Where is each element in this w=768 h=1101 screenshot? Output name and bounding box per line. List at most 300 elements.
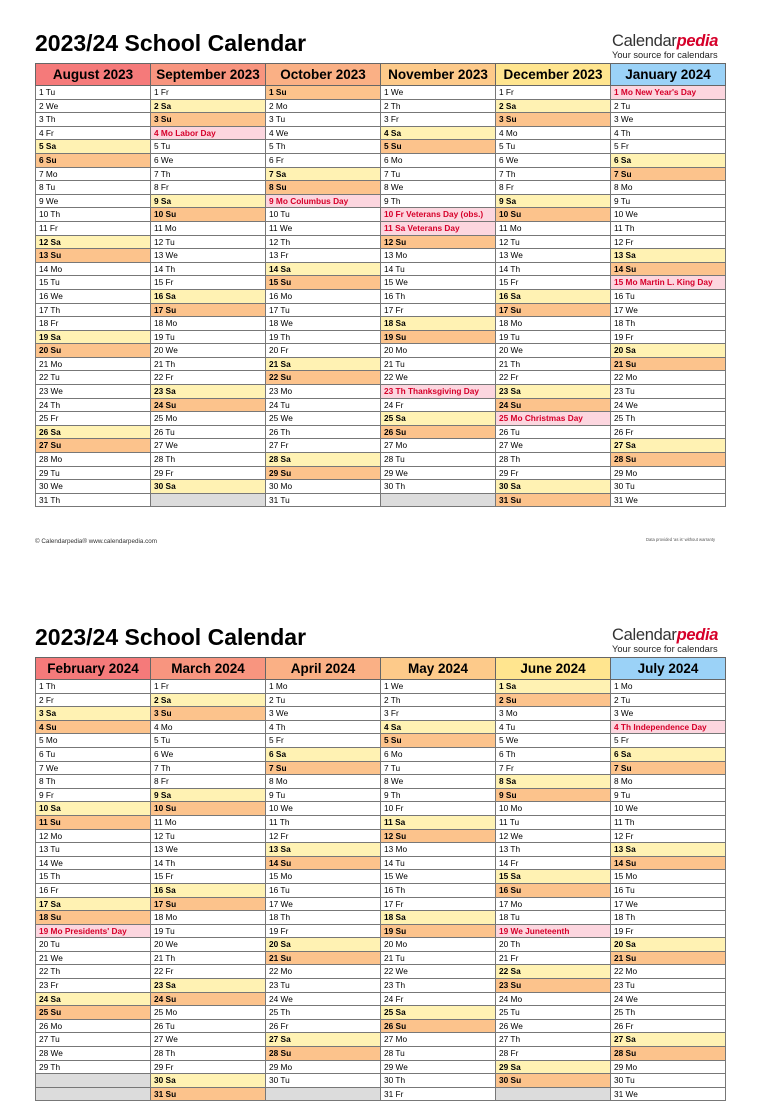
day-cell: 18 Th — [611, 911, 726, 925]
day-cell: 6 We — [496, 153, 611, 167]
day-cell: 8 Mo — [266, 775, 381, 789]
day-cell: 25 Th — [266, 1006, 381, 1020]
day-cell: 26 Fr — [611, 425, 726, 439]
day-cell: 1 We — [381, 86, 496, 100]
day-cell: 16 Sa — [496, 289, 611, 303]
day-cell: 7 Th — [496, 167, 611, 181]
day-cell: 15 Fr — [151, 870, 266, 884]
day-cell: 2 Tu — [611, 99, 726, 113]
day-cell: 22 Fr — [151, 371, 266, 385]
day-cell: 9 Tu — [266, 788, 381, 802]
table-row — [36, 992, 726, 1006]
day-cell: 26 Fr — [611, 1019, 726, 1033]
day-cell: 26 We — [496, 1019, 611, 1033]
day-cell: 28 Tu — [381, 453, 496, 467]
table-row — [36, 412, 726, 426]
day-cell: 3 Su — [496, 113, 611, 127]
day-cell: 4 Sa — [381, 126, 496, 140]
day-cell: 15 Su — [266, 276, 381, 290]
day-cell: 28 Th — [496, 453, 611, 467]
day-cell: 4 Mo — [151, 720, 266, 734]
day-cell: 23 Mo — [266, 385, 381, 399]
day-cell: 6 Sa — [611, 747, 726, 761]
table-row — [36, 951, 726, 965]
month-header: July 2024 — [611, 658, 726, 680]
day-cell: 23 Sa — [151, 979, 266, 993]
day-cell: 4 Th — [611, 126, 726, 140]
day-cell: 28 Tu — [381, 1047, 496, 1061]
table-row — [36, 99, 726, 113]
day-cell: 13 Sa — [266, 843, 381, 857]
holiday-cell: 4 Mo Labor Day — [151, 126, 266, 140]
day-cell: 14 Th — [496, 262, 611, 276]
day-cell: 27 Th — [496, 1033, 611, 1047]
day-cell: 2 Th — [381, 99, 496, 113]
day-cell: 28 Mo — [36, 453, 151, 467]
day-cell: 9 Su — [496, 788, 611, 802]
day-cell: 7 Su — [266, 761, 381, 775]
table-row — [36, 924, 726, 938]
empty-day-cell — [36, 1074, 151, 1088]
day-cell: 27 Su — [36, 439, 151, 453]
day-cell: 16 We — [36, 289, 151, 303]
day-cell: 30 Tu — [611, 480, 726, 494]
day-cell: 26 Tu — [151, 425, 266, 439]
calendar-grid — [35, 657, 726, 1101]
day-cell: 27 Mo — [381, 1033, 496, 1047]
day-cell: 16 Th — [381, 289, 496, 303]
day-cell: 2 Tu — [266, 693, 381, 707]
table-row — [36, 371, 726, 385]
day-cell: 21 Su — [611, 357, 726, 371]
day-cell: 2 Th — [381, 693, 496, 707]
day-cell: 15 We — [381, 870, 496, 884]
table-row — [36, 802, 726, 816]
day-cell: 8 Fr — [151, 775, 266, 789]
day-cell: 19 Su — [381, 330, 496, 344]
day-cell: 13 Mo — [381, 249, 496, 263]
day-cell: 21 Tu — [381, 951, 496, 965]
day-cell: 9 Sa — [496, 194, 611, 208]
holiday-cell: 9 Mo Columbus Day — [266, 194, 381, 208]
day-cell: 12 Th — [266, 235, 381, 249]
day-cell: 24 Fr — [381, 992, 496, 1006]
day-cell: 5 Fr — [266, 734, 381, 748]
table-row — [36, 761, 726, 775]
day-cell: 14 Tu — [381, 856, 496, 870]
day-cell: 17 Su — [151, 303, 266, 317]
day-cell: 2 Tu — [611, 693, 726, 707]
day-cell: 1 Tu — [36, 86, 151, 100]
day-cell: 19 Th — [266, 330, 381, 344]
table-row — [36, 897, 726, 911]
day-cell: 8 Tu — [36, 181, 151, 195]
month-header: April 2024 — [266, 658, 381, 680]
day-cell: 29 We — [381, 466, 496, 480]
day-cell: 7 Tu — [381, 761, 496, 775]
day-cell: 31 Su — [151, 1087, 266, 1101]
day-cell: 27 Sa — [266, 1033, 381, 1047]
day-cell: 2 Sa — [151, 693, 266, 707]
day-cell: 15 Mo — [611, 870, 726, 884]
day-cell: 26 Mo — [36, 1019, 151, 1033]
table-row — [36, 1006, 726, 1020]
day-cell: 3 Tu — [266, 113, 381, 127]
day-cell: 3 Sa — [36, 707, 151, 721]
day-cell: 28 We — [36, 1047, 151, 1061]
day-cell: 10 We — [611, 208, 726, 222]
month-header: January 2024 — [611, 64, 726, 86]
table-row — [36, 317, 726, 331]
day-cell: 26 Su — [381, 1019, 496, 1033]
day-cell: 18 Sa — [381, 911, 496, 925]
table-row — [36, 1087, 726, 1101]
day-cell: 28 Sa — [266, 453, 381, 467]
table-row — [36, 856, 726, 870]
day-cell: 8 We — [381, 181, 496, 195]
empty-day-cell — [266, 1087, 381, 1101]
day-cell: 13 Th — [496, 843, 611, 857]
month-header: May 2024 — [381, 658, 496, 680]
day-cell: 9 Sa — [151, 788, 266, 802]
table-row — [36, 965, 726, 979]
day-cell: 7 Su — [611, 761, 726, 775]
table-row — [36, 680, 726, 694]
day-cell: 25 Th — [611, 1006, 726, 1020]
day-cell: 18 We — [266, 317, 381, 331]
day-cell: 29 Fr — [496, 466, 611, 480]
day-cell: 5 Sa — [36, 140, 151, 154]
day-cell: 30 Sa — [151, 480, 266, 494]
holiday-cell: 11 Sa Veterans Day — [381, 221, 496, 235]
day-cell: 25 Fr — [36, 412, 151, 426]
day-cell: 8 We — [381, 775, 496, 789]
day-cell: 20 Mo — [381, 938, 496, 952]
day-cell: 6 We — [151, 153, 266, 167]
holiday-cell: 19 We Juneteenth — [496, 924, 611, 938]
table-row — [36, 357, 726, 371]
day-cell: 31 We — [611, 493, 726, 507]
day-cell: 12 We — [496, 829, 611, 843]
day-cell: 10 Tu — [266, 208, 381, 222]
month-header: June 2024 — [496, 658, 611, 680]
day-cell: 7 Tu — [381, 167, 496, 181]
day-cell: 23 Sa — [151, 385, 266, 399]
day-cell: 27 Sa — [611, 1033, 726, 1047]
day-cell: 15 Fr — [496, 276, 611, 290]
day-cell: 24 Su — [151, 398, 266, 412]
table-row — [36, 289, 726, 303]
day-cell: 8 Sa — [496, 775, 611, 789]
day-cell: 11 Mo — [151, 815, 266, 829]
day-cell: 21 Su — [611, 951, 726, 965]
day-cell: 19 Su — [381, 924, 496, 938]
day-cell: 13 Tu — [36, 843, 151, 857]
day-cell: 16 Tu — [611, 289, 726, 303]
day-cell: 10 Su — [151, 208, 266, 222]
table-row — [36, 734, 726, 748]
day-cell: 27 Mo — [381, 439, 496, 453]
day-cell: 5 Su — [381, 140, 496, 154]
day-cell: 12 Su — [381, 235, 496, 249]
day-cell: 2 Su — [496, 693, 611, 707]
table-row — [36, 911, 726, 925]
table-row — [36, 870, 726, 884]
day-cell: 23 We — [36, 385, 151, 399]
day-cell: 25 Mo — [151, 412, 266, 426]
day-cell: 20 We — [496, 344, 611, 358]
day-cell: 17 Fr — [381, 897, 496, 911]
day-cell: 22 Mo — [611, 371, 726, 385]
table-row — [36, 113, 726, 127]
day-cell: 29 We — [381, 1060, 496, 1074]
day-cell: 28 Th — [151, 453, 266, 467]
day-cell: 14 Su — [611, 856, 726, 870]
table-row — [36, 344, 726, 358]
day-cell: 25 Sa — [381, 412, 496, 426]
day-cell: 9 Tu — [611, 194, 726, 208]
day-cell: 3 We — [611, 113, 726, 127]
day-cell: 31 Fr — [381, 1087, 496, 1101]
day-cell: 17 We — [611, 303, 726, 317]
day-cell: 11 We — [266, 221, 381, 235]
day-cell: 3 Th — [36, 113, 151, 127]
table-row — [36, 493, 726, 507]
day-cell: 6 Sa — [266, 747, 381, 761]
day-cell: 23 Sa — [496, 385, 611, 399]
day-cell: 30 Th — [381, 480, 496, 494]
day-cell: 26 Th — [266, 425, 381, 439]
day-cell: 20 Sa — [266, 938, 381, 952]
day-cell: 19 Fr — [611, 330, 726, 344]
day-cell: 22 Mo — [266, 965, 381, 979]
day-cell: 8 Su — [266, 181, 381, 195]
table-row — [36, 249, 726, 263]
day-cell: 25 Mo — [151, 1006, 266, 1020]
day-cell: 24 Sa — [36, 992, 151, 1006]
day-cell: 26 Su — [381, 425, 496, 439]
day-cell: 1 Fr — [151, 86, 266, 100]
holiday-cell: 15 Mo Martin L. King Day — [611, 276, 726, 290]
day-cell: 22 Fr — [496, 371, 611, 385]
day-cell: 13 Mo — [381, 843, 496, 857]
day-cell: 17 We — [266, 897, 381, 911]
table-row — [36, 707, 726, 721]
day-cell: 8 Mo — [611, 181, 726, 195]
day-cell: 22 We — [381, 965, 496, 979]
day-cell: 16 Sa — [151, 289, 266, 303]
day-cell: 16 Th — [381, 883, 496, 897]
day-cell: 18 Mo — [496, 317, 611, 331]
page-title: 2023/24 School Calendar — [35, 30, 307, 56]
day-cell: 21 Th — [151, 951, 266, 965]
day-cell: 14 Tu — [381, 262, 496, 276]
day-cell: 2 Fr — [36, 693, 151, 707]
empty-day-cell — [36, 1087, 151, 1101]
day-cell: 13 Su — [36, 249, 151, 263]
day-cell: 6 Th — [496, 747, 611, 761]
day-cell: 18 Mo — [151, 911, 266, 925]
day-cell: 24 Fr — [381, 398, 496, 412]
month-header: October 2023 — [266, 64, 381, 86]
day-cell: 8 Th — [36, 775, 151, 789]
table-row — [36, 235, 726, 249]
table-row — [36, 883, 726, 897]
day-cell: 29 Fr — [151, 466, 266, 480]
day-cell: 24 Su — [151, 992, 266, 1006]
day-cell: 16 Fr — [36, 883, 151, 897]
holiday-cell: 4 Th Independence Day — [611, 720, 726, 734]
day-cell: 11 Su — [36, 815, 151, 829]
day-cell: 27 Sa — [611, 439, 726, 453]
day-cell: 20 Mo — [381, 344, 496, 358]
day-cell: 26 Fr — [266, 1019, 381, 1033]
day-cell: 29 Sa — [496, 1060, 611, 1074]
day-cell: 19 Tu — [151, 924, 266, 938]
table-row — [36, 140, 726, 154]
day-cell: 19 Fr — [611, 924, 726, 938]
table-row — [36, 693, 726, 707]
brand-logo: Calendarpedia Your source for calendars — [612, 33, 730, 60]
empty-day-cell — [151, 493, 266, 507]
day-cell: 4 We — [266, 126, 381, 140]
day-cell: 22 Mo — [611, 965, 726, 979]
day-cell: 2 We — [36, 99, 151, 113]
day-cell: 16 Mo — [266, 289, 381, 303]
day-cell: 18 Sa — [381, 317, 496, 331]
day-cell: 10 Mo — [496, 802, 611, 816]
brand-tagline: Your source for calendars — [612, 643, 718, 654]
day-cell: 7 Sa — [266, 167, 381, 181]
day-cell: 17 Sa — [36, 897, 151, 911]
day-cell: 5 Tu — [151, 140, 266, 154]
day-cell: 19 Sa — [36, 330, 151, 344]
day-cell: 1 Mo — [266, 680, 381, 694]
day-cell: 3 We — [266, 707, 381, 721]
day-cell: 9 Fr — [36, 788, 151, 802]
day-cell: 11 Th — [611, 815, 726, 829]
holiday-cell: 23 Th Thanksgiving Day — [381, 385, 496, 399]
day-cell: 24 We — [611, 398, 726, 412]
day-cell: 4 Su — [36, 720, 151, 734]
day-cell: 6 Sa — [611, 153, 726, 167]
day-cell: 5 Su — [381, 734, 496, 748]
day-cell: 28 Su — [266, 1047, 381, 1061]
day-cell: 21 Sa — [266, 357, 381, 371]
day-cell: 17 Su — [151, 897, 266, 911]
day-cell: 12 Fr — [266, 829, 381, 843]
empty-day-cell — [381, 493, 496, 507]
day-cell: 11 Mo — [496, 221, 611, 235]
brand-logo: Calendarpedia Your source for calendars — [612, 627, 730, 654]
day-cell: 4 Th — [266, 720, 381, 734]
day-cell: 18 Th — [266, 911, 381, 925]
day-cell: 30 Mo — [266, 480, 381, 494]
day-cell: 30 Tu — [611, 1074, 726, 1088]
day-cell: 22 We — [381, 371, 496, 385]
day-cell: 28 Fr — [496, 1047, 611, 1061]
day-cell: 29 Mo — [611, 466, 726, 480]
month-header: November 2023 — [381, 64, 496, 86]
table-row — [36, 439, 726, 453]
day-cell: 12 Tu — [496, 235, 611, 249]
calendar-table — [35, 657, 726, 1101]
day-cell: 27 We — [151, 439, 266, 453]
table-row — [36, 221, 726, 235]
table-row — [36, 1060, 726, 1074]
day-cell: 16 Su — [496, 883, 611, 897]
day-cell: 23 Su — [496, 979, 611, 993]
day-cell: 9 Th — [381, 194, 496, 208]
day-cell: 9 Sa — [151, 194, 266, 208]
day-cell: 21 We — [36, 951, 151, 965]
day-cell: 27 Fr — [266, 439, 381, 453]
day-cell: 29 Th — [36, 1060, 151, 1074]
day-cell: 16 Tu — [611, 883, 726, 897]
day-cell: 20 Fr — [266, 344, 381, 358]
day-cell: 22 Fr — [151, 965, 266, 979]
day-cell: 21 Mo — [36, 357, 151, 371]
day-cell: 1 Sa — [496, 680, 611, 694]
day-cell: 3 Fr — [381, 113, 496, 127]
table-row — [36, 194, 726, 208]
day-cell: 11 Fr — [36, 221, 151, 235]
table-row — [36, 453, 726, 467]
day-cell: 26 Tu — [496, 425, 611, 439]
day-cell: 23 Tu — [611, 385, 726, 399]
table-row — [36, 398, 726, 412]
day-cell: 26 Sa — [36, 425, 151, 439]
day-cell: 24 We — [266, 992, 381, 1006]
day-cell: 25 We — [266, 412, 381, 426]
day-cell: 1 We — [381, 680, 496, 694]
day-cell: 17 We — [611, 897, 726, 911]
day-cell: 4 Mo — [496, 126, 611, 140]
table-row — [36, 788, 726, 802]
day-cell: 18 Mo — [151, 317, 266, 331]
day-cell: 17 Su — [496, 303, 611, 317]
table-row — [36, 815, 726, 829]
day-cell: 1 Th — [36, 680, 151, 694]
day-cell: 5 Tu — [496, 140, 611, 154]
day-cell: 9 Tu — [611, 788, 726, 802]
day-cell: 15 Tu — [36, 276, 151, 290]
table-row — [36, 276, 726, 290]
day-cell: 31 Th — [36, 493, 151, 507]
day-cell: 12 Sa — [36, 235, 151, 249]
day-cell: 11 Sa — [381, 815, 496, 829]
day-cell: 12 Mo — [36, 829, 151, 843]
day-cell: 10 Su — [151, 802, 266, 816]
day-cell: 25 Su — [36, 1006, 151, 1020]
day-cell: 16 Sa — [151, 883, 266, 897]
table-row — [36, 385, 726, 399]
day-cell: 2 Sa — [151, 99, 266, 113]
day-cell: 1 Mo — [611, 680, 726, 694]
day-cell: 28 Th — [151, 1047, 266, 1061]
table-row — [36, 330, 726, 344]
day-cell: 13 Sa — [611, 249, 726, 263]
day-cell: 14 Su — [611, 262, 726, 276]
day-cell: 6 Su — [36, 153, 151, 167]
day-cell: 15 Th — [36, 870, 151, 884]
day-cell: 7 Th — [151, 761, 266, 775]
holiday-cell: 25 Mo Christmas Day — [496, 412, 611, 426]
month-header: February 2024 — [36, 658, 151, 680]
day-cell: 15 Sa — [496, 870, 611, 884]
day-cell: 12 Fr — [611, 235, 726, 249]
day-cell: 3 Su — [151, 707, 266, 721]
